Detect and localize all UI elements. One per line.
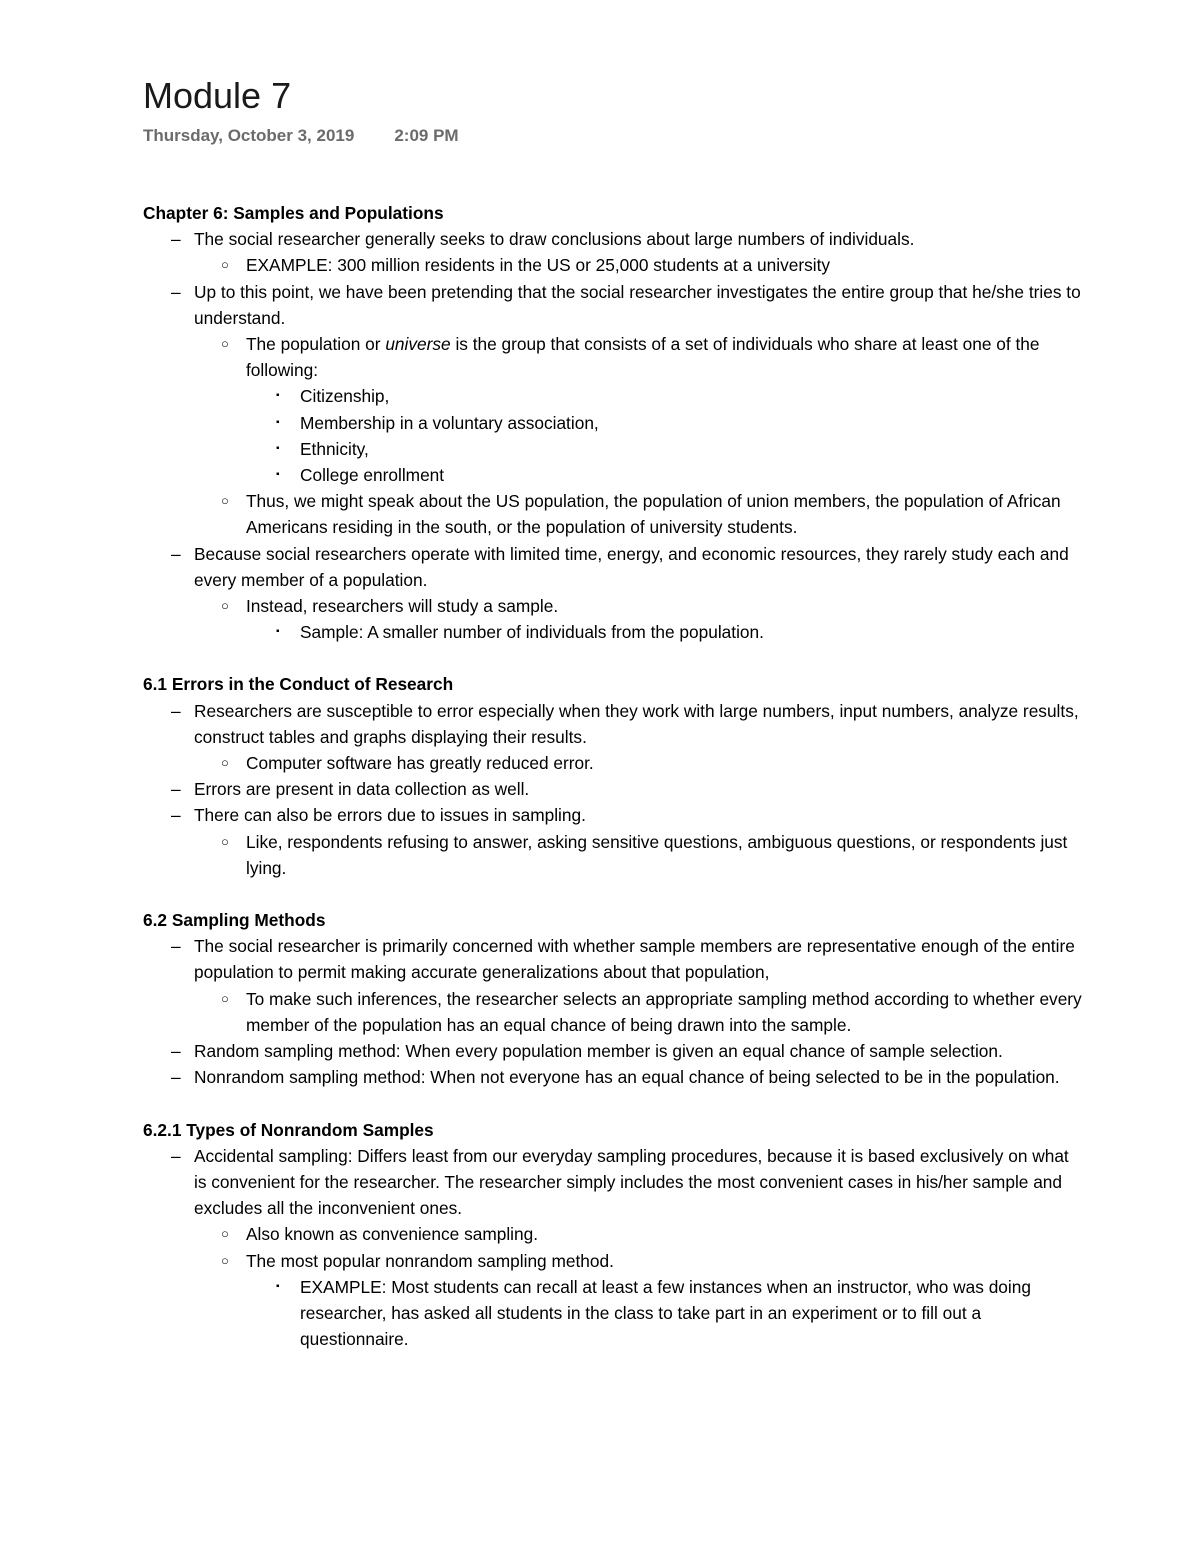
outline-list-level-2 [194, 331, 1083, 541]
square-bullet-icon: ▪ [276, 1280, 280, 1292]
list-item-text: Citizenship, [300, 386, 390, 407]
list-item [246, 619, 1083, 645]
outline-list-level-3 [246, 383, 1083, 488]
outline-list-level-2 [194, 986, 1083, 1038]
list-item-text: Random sampling method: When every population member is given an equal chance of sample selection. [194, 1041, 1003, 1062]
list-item [246, 436, 1083, 462]
list-item [143, 933, 1083, 1038]
circle-bullet-icon: ○ [221, 833, 229, 849]
list-item [143, 776, 1083, 802]
outline-list-level-3 [246, 1274, 1083, 1353]
list-item [246, 462, 1083, 488]
list-item-text: Errors are present in data collection as well. [194, 779, 530, 800]
list-item-text: Membership in a voluntary association, [300, 412, 599, 433]
list-item [143, 698, 1083, 777]
section-heading: 6.2.1 Types of Nonrandom Samples [143, 1119, 434, 1140]
list-item-text: Like, respondents refusing to answer, asking sensitive questions, ambiguous questions, or respondents just lying. [246, 831, 1068, 878]
outline-list-level-2 [194, 1221, 1083, 1352]
page-meta [143, 124, 1083, 148]
note-page [143, 72, 1083, 1352]
section-heading: 6.2 Sampling Methods [143, 910, 326, 931]
page-time: 2:09 PM [394, 126, 459, 145]
outline-list-level-3 [246, 619, 1083, 645]
list-item [194, 488, 1083, 540]
list-item-text: Instead, researchers will study a sample. [246, 596, 559, 617]
list-item [194, 750, 1083, 776]
dash-bullet-icon: – [171, 779, 181, 800]
list-item [194, 593, 1083, 645]
text-run: The population or [246, 334, 386, 355]
list-item [143, 802, 1083, 881]
circle-bullet-icon: ○ [221, 1226, 229, 1242]
list-item [194, 1248, 1083, 1353]
note-content [143, 200, 1083, 1352]
list-item-text: Also known as convenience sampling. [246, 1224, 539, 1245]
list-item [194, 1221, 1083, 1247]
outline-list-level-2 [194, 829, 1083, 881]
dash-bullet-icon: – [171, 1041, 181, 1062]
list-item-text [246, 334, 1040, 380]
outline-list-level-1 [143, 226, 1083, 645]
dash-bullet-icon: – [171, 543, 181, 564]
dash-bullet-icon: – [171, 1145, 181, 1166]
square-bullet-icon: ▪ [276, 390, 280, 402]
page-title: Module 7 [143, 75, 292, 116]
outline-list-level-2 [194, 750, 1083, 776]
outline-list-level-1 [143, 698, 1083, 881]
list-item-text: The most popular nonrandom sampling method. [246, 1250, 614, 1271]
outline-list-level-2 [194, 593, 1083, 645]
square-bullet-icon: ▪ [276, 416, 280, 428]
section-heading: 6.1 Errors in the Conduct of Research [143, 674, 454, 695]
dash-bullet-icon: – [171, 700, 181, 721]
dash-bullet-icon: – [171, 281, 181, 302]
circle-bullet-icon: ○ [221, 990, 229, 1006]
list-item-text: To make such inferences, the researcher selects an appropriate sampling method according to whether every member of the population has an equal chance of being drawn into the sample. [246, 988, 1082, 1035]
list-item-text: Ethnicity, [300, 438, 369, 459]
list-item [143, 226, 1083, 278]
list-item [246, 1274, 1083, 1353]
text-run: is the group that consists of a set of individuals who share at least one of the following: [246, 334, 1040, 381]
list-item-text: EXAMPLE: 300 million residents in the US or 25,000 students at a university [246, 255, 831, 276]
list-item [246, 410, 1083, 436]
list-item-text: Sample: A smaller number of individuals from the population. [300, 622, 764, 643]
circle-bullet-icon: ○ [221, 598, 229, 614]
circle-bullet-icon: ○ [221, 493, 229, 509]
dash-bullet-icon: – [171, 936, 181, 957]
list-item-text: College enrollment [300, 465, 445, 486]
list-item [143, 541, 1083, 646]
outline-list-level-2 [194, 252, 1083, 278]
list-item-text: Computer software has greatly reduced error. [246, 753, 594, 774]
note-section [143, 671, 1083, 881]
list-item-text: Researchers are susceptible to error especially when they work with large numbers, input numbers, analyze results, construct tables and graphs displaying their results. [194, 700, 1079, 747]
emphasized-term: universe [385, 334, 451, 355]
page-date: Thursday, October 3, 2019 [143, 126, 355, 145]
circle-bullet-icon: ○ [221, 336, 229, 352]
list-item [246, 383, 1083, 409]
list-item [143, 279, 1083, 541]
square-bullet-icon: ▪ [276, 442, 280, 454]
list-item-text: Up to this point, we have been pretending that the social researcher investigates the entire group that he/she tries to understand. [194, 281, 1081, 328]
outline-list-level-1 [143, 1143, 1083, 1353]
list-item [194, 252, 1083, 278]
note-section [143, 200, 1083, 645]
list-item-text: Thus, we might speak about the US population, the population of union members, the population of African Americans residing in the south, or the population of university students. [246, 491, 1061, 538]
list-item-text: The social researcher is primarily concerned with whether sample members are representative enough of the entire population to permit making accurate generalizations about that population, [194, 936, 1075, 983]
outline-list-level-1 [143, 933, 1083, 1090]
list-item-text: Accidental sampling: Differs least from our everyday sampling procedures, because it is based exclusively on what is convenient for the researcher. The researcher simply includes the most convenient cases in his/her sample and excludes all the inconvenient ones. [194, 1145, 1069, 1219]
square-bullet-icon: ▪ [276, 469, 280, 481]
dash-bullet-icon: – [171, 1067, 181, 1088]
note-section [143, 907, 1083, 1090]
list-item [143, 1064, 1083, 1090]
list-item-text: Nonrandom sampling method: When not everyone has an equal chance of being selected to be in the population. [194, 1067, 1060, 1088]
square-bullet-icon: ▪ [276, 626, 280, 638]
list-item-text: There can also be errors due to issues in sampling. [194, 805, 586, 826]
list-item-text: The social researcher generally seeks to draw conclusions about large numbers of individuals. [194, 229, 915, 250]
list-item-text: Because social researchers operate with limited time, energy, and economic resources, they rarely study each and every member of a population. [194, 543, 1069, 590]
list-item [194, 829, 1083, 881]
list-item-text: EXAMPLE: Most students can recall at least a few instances when an instructor, who was doing researcher, has asked all students in the class to take part in an experiment or to fill out a questionnaire. [300, 1276, 1031, 1350]
list-item [143, 1038, 1083, 1064]
dash-bullet-icon: – [171, 229, 181, 250]
list-item [194, 986, 1083, 1038]
circle-bullet-icon: ○ [221, 755, 229, 771]
list-item [143, 1143, 1083, 1353]
dash-bullet-icon: – [171, 805, 181, 826]
list-item [194, 331, 1083, 488]
section-heading: Chapter 6: Samples and Populations [143, 203, 444, 223]
circle-bullet-icon: ○ [221, 1252, 229, 1268]
note-section [143, 1117, 1083, 1353]
circle-bullet-icon: ○ [221, 257, 229, 273]
